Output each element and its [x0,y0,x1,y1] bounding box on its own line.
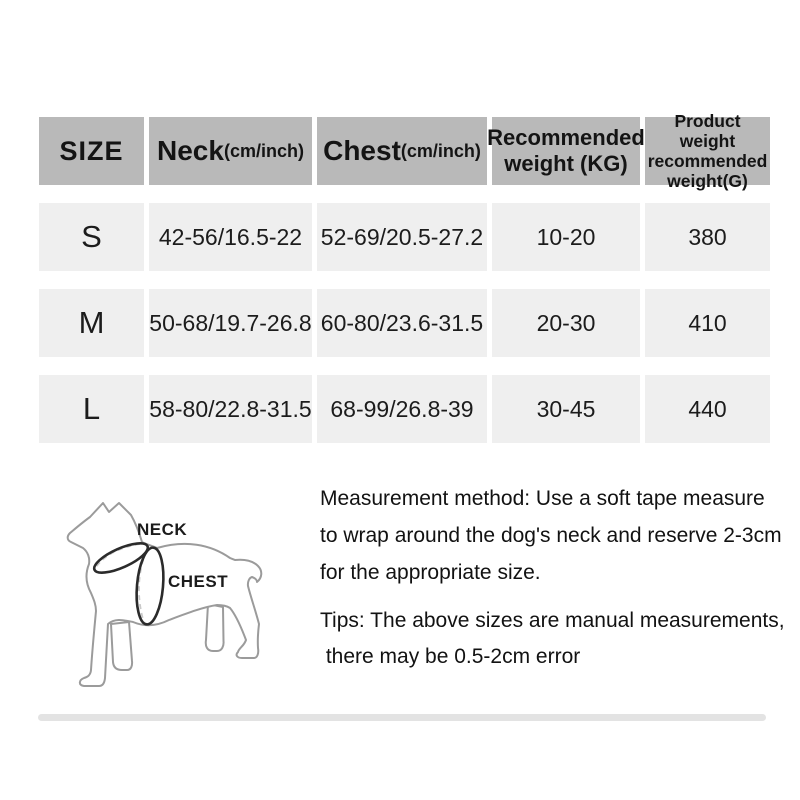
header-chest-label: Chest [323,135,401,166]
row-l-product-weight: 440 [645,375,770,443]
header-product-weight-line3: weight(G) [667,171,748,191]
header-chest [317,117,487,185]
size-table [39,111,770,443]
header-size: SIZE [39,117,144,185]
row-s-chest: 52-69/20.5-27.2 [317,203,487,271]
measurement-method-text [320,480,790,591]
method-line: to wrap around the dog's neck and reserve 2-3cm [320,524,782,547]
header-product-weight-line2: recommended [647,151,768,171]
header-product-weight [645,111,770,191]
row-s-recommended-weight: 10-20 [492,203,640,271]
row-m-recommended-weight: 20-30 [492,289,640,357]
row-m-neck: 50-68/19.7-26.8 [149,289,312,357]
row-l-size: L [39,375,144,443]
method-line: for the appropriate size. [320,561,541,584]
dog-measurement-diagram [45,474,310,709]
row-l-recommended-weight: 30-45 [492,375,640,443]
tips-line: Tips: The above sizes are manual measurements, [320,609,785,632]
row-s-neck: 42-56/16.5-22 [149,203,312,271]
notes-block [320,480,790,675]
bottom-divider [38,714,766,721]
header-neck [149,117,312,185]
row-s-size: S [39,203,144,271]
header-recommended-weight [487,117,645,185]
header-product-weight-line1: Product weight [674,111,741,151]
neck-label: NECK [137,520,188,539]
header-neck-unit: (cm/inch) [223,140,304,161]
tips-line: there may be 0.5-2cm error [320,645,581,668]
method-line: Measurement method: Use a soft tape measure [320,487,765,510]
header-recommended-weight-line2: weight (KG) [504,151,628,176]
header-recommended-weight-line1: Recommended [487,125,645,150]
header-chest-unit: (cm/inch) [400,140,481,161]
row-m-chest: 60-80/23.6-31.5 [317,289,487,357]
row-l-chest: 68-99/26.8-39 [317,375,487,443]
header-neck-label: Neck [157,135,224,166]
dog-far-hind-leg [206,604,224,651]
tips-text [320,603,790,675]
row-m-product-weight: 410 [645,289,770,357]
dog-far-front-leg [111,622,132,670]
row-m-size: M [39,289,144,357]
row-s-product-weight: 380 [645,203,770,271]
chest-label: CHEST [168,572,229,591]
row-l-neck: 58-80/22.8-31.5 [149,375,312,443]
